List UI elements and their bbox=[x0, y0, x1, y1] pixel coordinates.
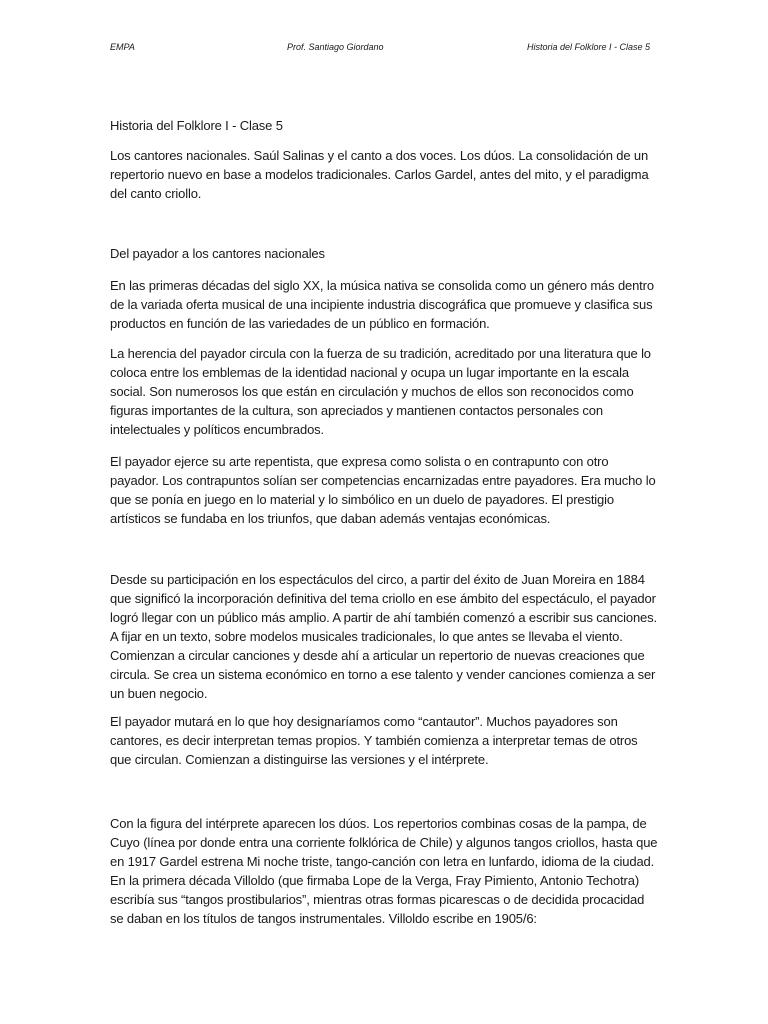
page-header bbox=[110, 42, 650, 56]
header-author: Prof. Santiago Giordano bbox=[287, 42, 384, 52]
body-paragraph: El payador ejerce su arte repentista, que expresa como solista o en contrapunto con otro payador. Los contrapuntos solían ser competencias encarnizadas entre payadores. Era mucho lo que se ponía en juego en lo material y lo simbólico en un duelo de payadores. El prestigio artísticos se fundaba en los triunfos, que daban además ventajas económicas. bbox=[110, 454, 656, 526]
body-paragraph: El payador mutará en lo que hoy designaríamos como “cantautor”. Muchos payadores son cantores, es decir interpretan temas propios. Y también comienza a interpretar temas de otros que circulan. Comienzan a distinguirse las versiones y el intérprete. bbox=[110, 714, 638, 767]
header-course: Historia del Folklore I - Clase 5 bbox=[526, 42, 650, 52]
body-paragraph: Desde su participación en los espectáculos del circo, a partir del éxito de Juan Moreira en 1884 que significó la incorporación definitiva del tema criollo en ese ámbito del espectáculo, el payador logró llegar con un público más amplio. A partir de ahí también comenzó a escribir sus canciones. A fijar en un texto, sobre modelos musicales tradicionales, lo que antes se llevaba el viento. Comienzan a circular canciones y desde ahí a articular un repertorio de nuevas creaciones que circula. Se crea un sistema económico en torno a ese talento y vender canciones comienza a ser un buen negocio. bbox=[110, 572, 657, 701]
header-institution: EMPA bbox=[110, 42, 135, 52]
body-paragraph: Con la figura del intérprete aparecen los dúos. Los repertorios combinas cosas de la pampa, de Cuyo (línea por donde entra una corriente folklórica de Chile) y algunos tangos criollos, hasta que en 1917 Gardel estrena Mi noche triste, tango-canción con letra en lunfardo, idioma de la ciudad. En la primera década Villoldo (que firmaba Lope de la Verga, Fray Pimiento, Antonio Techotra) escribía sus “tangos prostibularios”, mientras otras formas picarescas o de decidida procacidad se daban en los títulos de tangos instrumentales. Villoldo escribe en 1905/6: bbox=[110, 816, 658, 926]
body-paragraph: La herencia del payador circula con la fuerza de su tradición, acreditado por una literatura que lo coloca entre los emblemas de la identidad nacional y ocupa un lugar importante en la escala social. Son numerosos los que están en circulación y muchos de ellos son reconocidos como figuras importantes de la cultura, son apreciados y mantienen contactos personales con intelectuales y políticos encumbrados. bbox=[110, 346, 651, 437]
body-paragraph: En las primeras décadas del siglo XX, la música nativa se consolida como un género más dentro de la variada oferta musical de una incipiente industria discográfica que promueve y clasifica sus productos en función de las variedades de un público en formación. bbox=[110, 278, 654, 331]
document-title: Historia del Folklore I - Clase 5 bbox=[110, 118, 283, 133]
intro-paragraph: Los cantores nacionales. Saúl Salinas y el canto a dos voces. Los dúos. La consolidación de un repertorio nuevo en base a modelos tradicionales. Carlos Gardel, antes del mito, y el paradigma del canto criollo. bbox=[110, 148, 649, 201]
section-heading: Del payador a los cantores nacionales bbox=[110, 246, 325, 261]
